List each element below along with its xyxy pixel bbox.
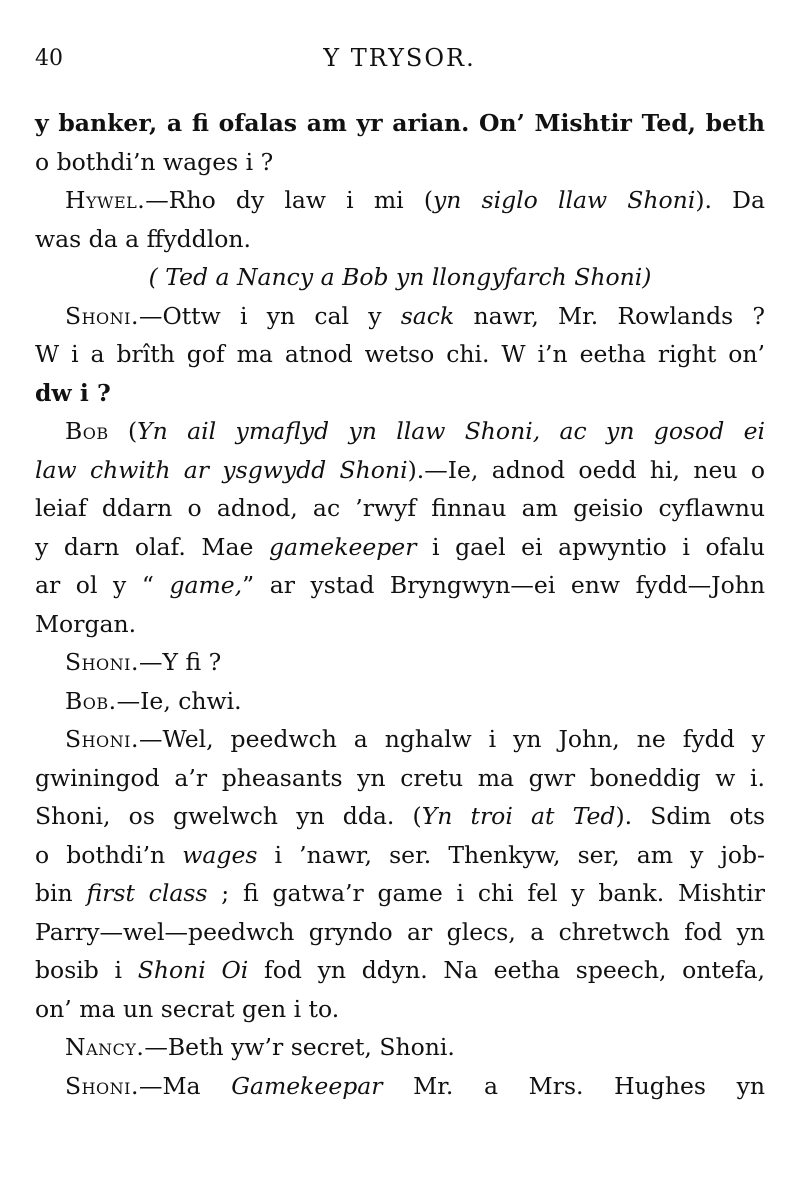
- text-segment: ). Sdim ots: [615, 802, 766, 830]
- text-segment: o bothdi’n wages i ?: [35, 147, 274, 176]
- speaker-name: Shoni.: [65, 725, 139, 753]
- text-segment: Shoni, os gwelwch yn dda. (: [35, 802, 422, 830]
- text-line: [35, 181, 765, 220]
- text-segment: —Ottw i yn cal y: [138, 301, 401, 330]
- speaker-name: Bob.: [65, 686, 117, 715]
- text-line: [35, 836, 765, 875]
- text-segment: fod yn ddyn. Na eetha speech, ontefa,: [248, 956, 765, 984]
- italic-text: gamekeeper: [268, 532, 417, 561]
- text-segment: Mr. a Mrs. Hughes yn: [382, 1071, 765, 1100]
- text-segment: nawr, Mr. Rowlands ?: [454, 301, 765, 330]
- italic-text: yn siglo llaw Shoni: [432, 186, 696, 214]
- italic-text: Shoni Oi: [137, 956, 249, 984]
- text-segment: (: [108, 417, 138, 445]
- text-segment: on’ ma un secrat gen i to.: [35, 994, 340, 1023]
- speaker-name: Nancy.: [65, 1033, 145, 1061]
- text-segment: —Rho dy law i mi (: [145, 186, 433, 214]
- page-header: [0, 40, 799, 80]
- page-number: 40: [35, 46, 63, 71]
- text-segment: y darn olaf. Mae: [35, 532, 269, 561]
- text-line: [35, 643, 765, 682]
- text-line: [35, 797, 765, 836]
- text-segment: o bothdi’n: [35, 840, 183, 869]
- italic-text: first class: [86, 879, 208, 907]
- text-line: [35, 1067, 765, 1106]
- text-line: [35, 759, 765, 798]
- text-segment: —Wel, peedwch a nghalw i yn John, ne fydd y: [138, 725, 765, 753]
- text-line: [35, 297, 765, 336]
- text-segment: ” ar ystad Bryngwyn—ei enw fydd—John: [242, 571, 766, 599]
- text-line: [35, 220, 765, 259]
- text-line: [35, 682, 765, 721]
- italic-text: Yn ail ymaflyd yn llaw Shoni, ac yn gosod ei: [137, 417, 765, 445]
- text-line: [35, 720, 765, 759]
- text-line: [35, 874, 765, 913]
- speaker-name: Shoni.: [65, 648, 139, 676]
- text-segment: —Ma: [138, 1071, 232, 1100]
- text-segment: was da a ffyddlon.: [35, 224, 251, 253]
- text-line: [35, 335, 765, 374]
- page-body: [35, 104, 765, 1105]
- text-segment: —Y fi ?: [138, 648, 222, 676]
- speaker-name: Shoni.: [65, 301, 139, 330]
- speaker-name: Shoni.: [65, 1071, 139, 1100]
- text-line: [35, 566, 765, 605]
- text-line: [35, 489, 765, 528]
- speaker-name: Bob: [65, 417, 109, 445]
- text-segment: Parry—wel—peedwch gryndo ar glecs, a chretwch fod yn: [35, 917, 765, 946]
- italic-text: law chwith ar ysgwydd Shoni: [35, 455, 408, 484]
- text-line: [35, 143, 765, 182]
- text-segment: ar ol y “: [35, 571, 170, 599]
- text-segment: ; fi gatwa’r game i chi fel y bank. Mishtir: [207, 879, 765, 907]
- italic-text: wages: [182, 840, 258, 869]
- text-line: [35, 1028, 765, 1067]
- italic-text: Gamekeepar: [231, 1071, 383, 1100]
- text-segment: —Beth yw’r secret, Shoni.: [144, 1033, 455, 1061]
- text-line: [35, 451, 765, 490]
- text-line: [35, 913, 765, 952]
- text-segment: y banker, a fi ofalas am yr arian. On’ Mishtir Ted, beth: [35, 109, 765, 137]
- text-line: [35, 374, 765, 413]
- text-line: [35, 104, 765, 143]
- text-segment: ).—Ie, adnod oedd hi, neu o: [407, 455, 765, 484]
- text-line: [35, 528, 765, 567]
- text-segment: i gael ei apwyntio i ofalu: [416, 532, 765, 561]
- text-line: [35, 990, 765, 1029]
- text-segment: bin: [35, 879, 87, 907]
- text-line: [35, 951, 765, 990]
- text-segment: i ’nawr, ser. Thenkyw, ser, am y job-: [257, 840, 765, 869]
- text-segment: Morgan.: [35, 609, 137, 638]
- text-segment: ). Da: [695, 186, 765, 214]
- italic-text: game,: [169, 571, 243, 599]
- speaker-name: Hywel.: [65, 186, 146, 214]
- text-line: [35, 258, 765, 297]
- text-segment: gwiningod a’r pheasants yn cretu ma gwr boneddig w i.: [35, 763, 765, 792]
- text-segment: dw i ?: [35, 378, 111, 407]
- text-line: [35, 412, 765, 451]
- running-head: Y TRYSOR.: [323, 44, 476, 72]
- italic-text: sack: [400, 301, 455, 330]
- italic-text: Yn troi at Ted: [421, 802, 616, 830]
- text-segment: bosib i: [35, 956, 138, 984]
- italic-text: ( Ted a Nancy a Bob yn llongyfarch Shoni): [148, 263, 652, 291]
- text-segment: —Ie, chwi.: [116, 686, 242, 715]
- text-line: [35, 605, 765, 644]
- text-segment: W i a brîth gof ma atnod wetso chi. W i’n eetha right on’: [35, 340, 765, 368]
- text-segment: leiaf ddarn o adnod, ac ’rwyf finnau am geisio cyflawnu: [35, 494, 765, 522]
